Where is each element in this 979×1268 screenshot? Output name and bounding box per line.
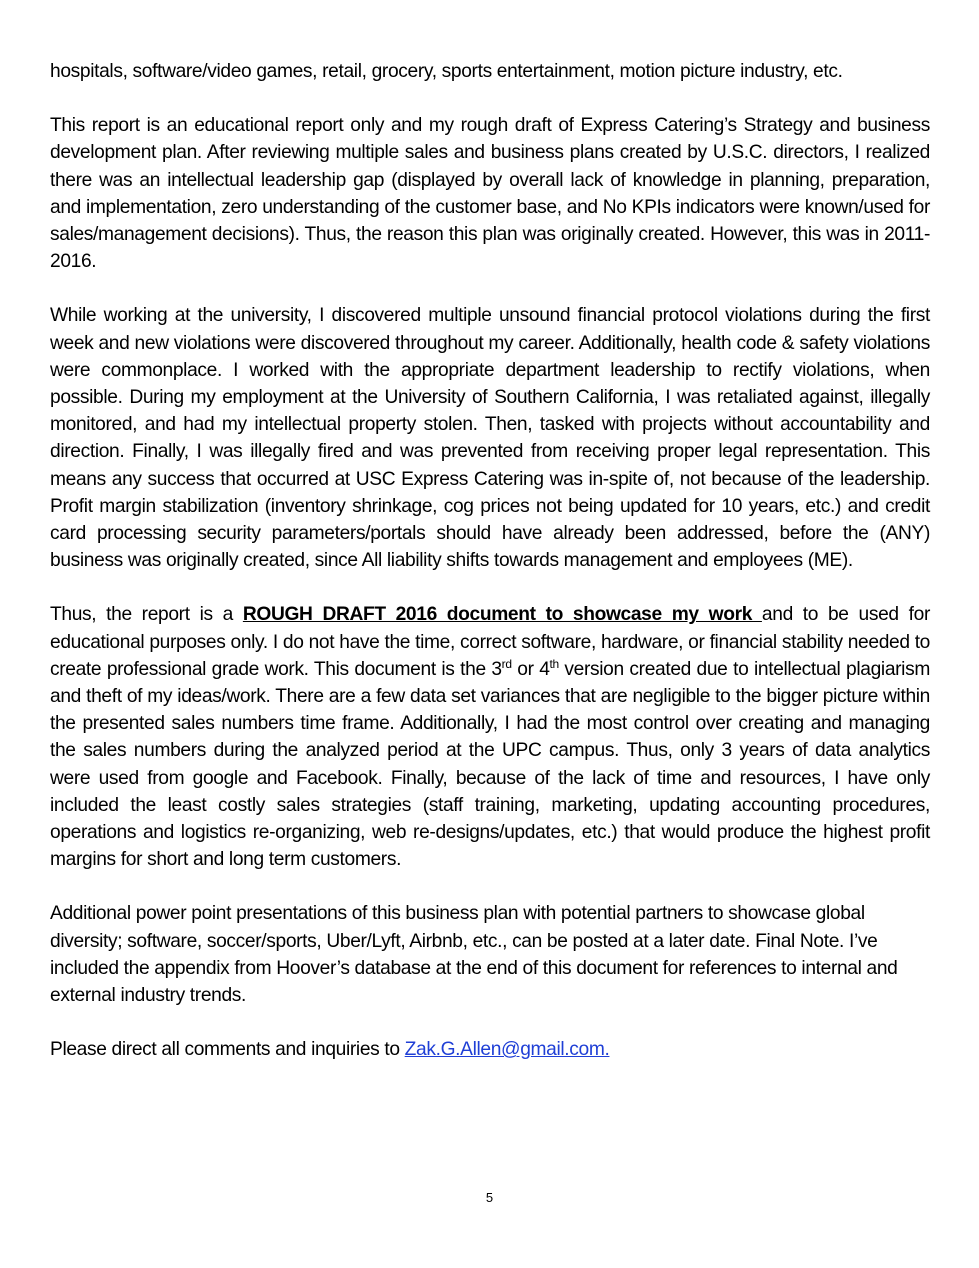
paragraph-contact (50, 1036, 930, 1063)
paragraph-report-purpose: This report is an educational report only and my rough draft of Express Catering’s Strategy and business development plan. After reviewing multiple sales and business plans created by U.S.C. directors, I realized there was an intellectual leadership gap (displayed by overall lack of knowledge in planning, preparation, and implementation, zero understanding of the customer base, and No KPIs indicators were known/used for sales/management decisions). Thus, the reason this plan was originally created. However, this was in 2011-2016. (50, 115, 930, 273)
email-link[interactable]: Zak.G.Allen@gmail.com. (404, 1039, 610, 1061)
paragraph-industries: hospitals, software/video games, retail, grocery, sports entertainment, motion picture industry, etc. (50, 61, 843, 82)
paragraph-rough-draft (50, 601, 930, 873)
rough-draft-text-1: and to be used for educational purposes only. I do not have the time, correct software, hardware, or financial stability needed to create professional grade work. This document is the 3 (50, 604, 930, 680)
paragraph-university-violations: While working at the university, I discovered multiple unsound financial protocol violations during the first week and new violations were discovered throughout my career. Additionally, health code & safety violations were commonplace. I worked with the appropriate department leadership to rectify violations, when possible. During my employment at the University of Southern California, I was retaliated against, illegally monitored, and had my intellectual property stolen. Then, tasked with projects without accountability and direction. Finally, I was illegally fired and was prevented from receiving proper legal representation. This means any success that occurred at USC Express Catering was in-spite of, not because of the leadership. Profit margin stabilization (inventory shrinkage, cog prices not being updated for 10 years, etc.) and credit card processing security parameters/portals should have already been addressed, before the (ANY) business was originally created, since All liability shifts towards management and employees (ME). (50, 305, 930, 572)
paragraph-presentations: Additional power point presentations of this business plan with potential partners to showcase global diversity; software, soccer/sports, Uber/Lyft, Airbnb, etc., can be posted at a later date. Final Note. I’ve included the appendix from Hoover’s database at the end of this document for references to internal and external industry trends. (50, 903, 898, 1007)
superscript-th: th (549, 656, 559, 671)
page-number: 5 (485, 1190, 494, 1205)
rough-draft-text-2: or 4 (511, 658, 550, 680)
rough-draft-text-3: version created due to intellectual plagiarism and theft of my ideas/work. There are a few data set variances that are negligible to the bigger picture within the presented sales numbers time frame. Additionally, I had the most control over creating and managing the sales numbers during the analyzed period at the UPC campus. Thus, only 3 years of data analytics were used from google and Facebook. Finally, because of the lack of time and resources, I have only included the least costly sales strategies (staff training, marketing, updating accounting procedures, operations and logistics re-organizing, web re-designs/updates, etc.) that would produce the highest profit margins for short and long term customers. (50, 658, 930, 871)
superscript-rd: rd (501, 656, 512, 671)
rough-draft-intro: Thus, the report is a (50, 604, 243, 626)
contact-text: Please direct all comments and inquiries to (50, 1039, 405, 1061)
document-page (50, 58, 930, 1091)
rough-draft-emphasis: ROUGH DRAFT 2016 document to showcase my work (242, 604, 762, 626)
